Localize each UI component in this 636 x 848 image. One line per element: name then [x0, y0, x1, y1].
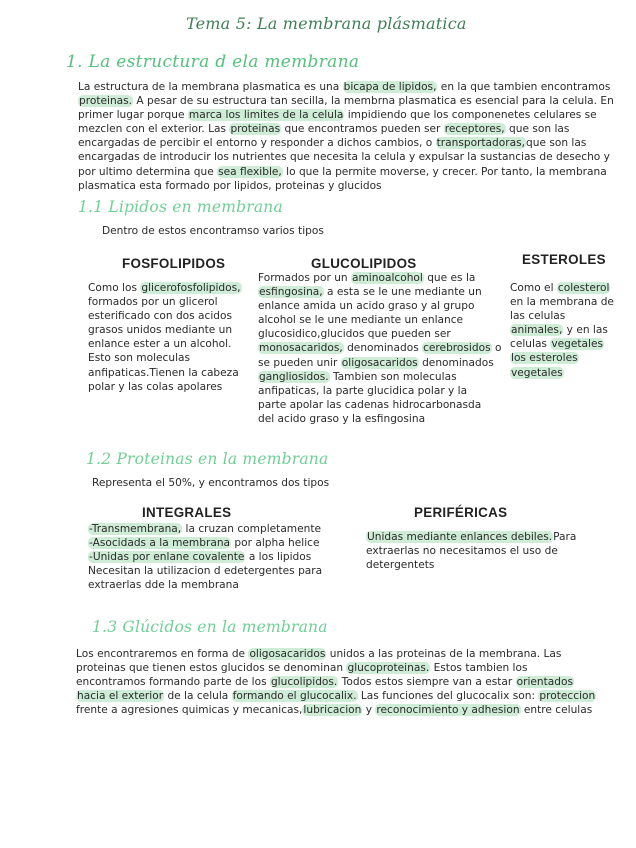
text-line	[510, 351, 632, 365]
text-line	[78, 122, 628, 136]
section-1-heading: 1. La estructura d ela membrana	[66, 52, 360, 72]
text-line	[76, 703, 631, 717]
text-line	[258, 384, 503, 398]
text-run: celulas	[510, 338, 551, 351]
highlighted-term: los esteroles	[511, 352, 578, 365]
text-run: alcohol se le une mediante un enlance	[258, 314, 464, 327]
text-run: en la membrana de	[510, 296, 614, 309]
highlighted-term: aminoalcohol	[352, 272, 423, 284]
highlighted-term: -Unidas por enlane covalente	[89, 551, 245, 564]
highlighted-term: glucolipidos.	[270, 676, 338, 689]
highlighted-term: -Transmembrana,	[89, 523, 182, 535]
highlighted-term: receptores,	[444, 123, 505, 136]
text-line	[258, 398, 503, 412]
text-line	[366, 558, 596, 572]
text-run: anfipaticas, la parte glucidica polar y la	[258, 384, 468, 397]
section-1-3-heading: 1.3 Glúcidos en la membrana	[92, 618, 328, 636]
text-run: Como los	[88, 282, 141, 294]
text-run: esterificado con dos acidos	[88, 310, 233, 323]
text-run: grasos unidos mediante un	[88, 324, 233, 337]
text-line	[510, 337, 632, 351]
text-line	[258, 313, 503, 327]
highlighted-term: proteinas.	[79, 95, 133, 108]
text-run: en la que tambien encontramos	[437, 81, 611, 93]
text-line	[78, 136, 628, 150]
esteroles-text	[510, 281, 632, 380]
text-run: por alpha helice	[231, 537, 320, 550]
highlighted-term: oligosacaridos	[341, 356, 418, 369]
text-line	[88, 550, 348, 564]
text-run: primer lugar porque	[78, 109, 188, 122]
text-line	[76, 661, 631, 675]
text-line	[258, 285, 503, 299]
perifericas-title: PERIFÉRICAS	[414, 505, 508, 520]
text-line	[258, 299, 503, 313]
text-run: glucosidico,glucidos que pueden ser	[258, 328, 451, 341]
esteroles-title: ESTEROLES	[522, 252, 606, 267]
glucolipidos-text	[258, 271, 503, 426]
text-run: Todos estos siempre van a estar	[338, 676, 516, 689]
text-line	[510, 295, 632, 309]
text-line	[78, 165, 628, 179]
text-run: a los lipidos	[245, 551, 312, 564]
text-run: que encontramos pueden ser	[281, 123, 444, 136]
text-run: entre celulas	[520, 704, 593, 717]
text-line	[258, 327, 503, 341]
highlighted-term: vegetales	[511, 366, 563, 379]
text-run: Esto son moleculas	[88, 352, 191, 365]
text-line	[78, 150, 628, 164]
text-run: encargadas de percibir el entorno y responder a dichos cambios, o	[78, 137, 436, 150]
highlighted-term: proteccion	[539, 690, 596, 703]
highlighted-term: -Asocidads a la membrana	[89, 537, 231, 550]
lipids-intro: Dentro de estos encontramso varios tipos	[102, 225, 324, 237]
perifericas-text	[366, 530, 596, 572]
text-run: Necesitan la utilizacion d edetergentes para	[88, 565, 323, 578]
text-run: mezclen con el exterior. Las	[78, 123, 230, 136]
text-line	[510, 309, 632, 323]
text-run: las celulas	[510, 310, 566, 323]
section-1-3-body	[76, 647, 631, 717]
highlighted-term: marca los limites de la celula	[188, 109, 344, 122]
text-run: La estructura de la membrana plasmatica es una	[78, 81, 343, 93]
text-line	[88, 578, 348, 592]
text-run: extraerlas no necesitamos el uso de	[366, 545, 558, 558]
text-line	[88, 295, 256, 309]
highlighted-term: vegetales	[551, 338, 603, 351]
highlighted-term: hacia el exterior	[77, 690, 164, 703]
text-line	[88, 366, 256, 380]
text-line	[88, 564, 348, 578]
text-run: proteinas que tienen estos glucidos se denominan	[76, 662, 347, 675]
text-run: detergentets	[366, 559, 435, 572]
highlighted-term: lubricacion	[303, 704, 362, 717]
highlighted-term: gangliosidos.	[259, 370, 329, 383]
text-run: que son las	[526, 137, 587, 150]
text-run: formados por un glicerol	[88, 296, 218, 309]
text-run: la cruzan completamente	[182, 523, 322, 535]
fosfolipidos-text	[88, 281, 256, 394]
fosfolipidos-title: FOSFOLIPIDOS	[122, 256, 226, 271]
highlighted-term: glucoproteinas.	[347, 662, 430, 675]
text-run: encontramos formando parte de los	[76, 676, 270, 689]
text-line	[88, 536, 348, 550]
text-line	[88, 309, 256, 323]
text-run: anfipaticas.Tienen la cabeza	[88, 366, 239, 379]
text-line	[258, 356, 503, 370]
text-line	[88, 351, 256, 365]
section-1-1-heading: 1.1 Lipidos en membrana	[78, 198, 283, 216]
text-run: enlance amida un acido graso y al grupo	[258, 300, 475, 313]
text-run: de la celula	[164, 690, 232, 703]
page-title: Tema 5: La membrana plásmatica	[186, 14, 467, 33]
text-line	[76, 647, 631, 661]
text-line	[76, 675, 631, 689]
text-run: y en las	[563, 324, 608, 337]
text-run: plasmatica esta formado por lipidos, proteinas y glucidos	[78, 179, 382, 192]
text-line	[510, 281, 632, 295]
section-1-body	[78, 80, 628, 193]
text-run: denominados	[418, 356, 494, 369]
text-line	[258, 271, 503, 285]
highlighted-term: oligosacaridos	[249, 648, 326, 660]
text-line	[88, 323, 256, 337]
text-line	[88, 380, 256, 394]
text-line	[88, 522, 348, 536]
text-run: y	[362, 704, 376, 717]
highlighted-term: bicapa de lipidos,	[343, 81, 437, 93]
text-run: enlance ester a un alcohol.	[88, 338, 232, 351]
highlighted-term: colesterol	[557, 282, 610, 294]
integrales-text	[88, 522, 348, 592]
text-run: Formados por un	[258, 272, 351, 284]
text-run: que es la	[423, 272, 476, 284]
text-run: frente a agresiones quimicas y mecanicas,	[76, 704, 303, 717]
text-line	[258, 412, 503, 426]
text-line	[366, 530, 596, 544]
text-run: Como el	[510, 282, 557, 294]
text-line	[76, 689, 631, 703]
highlighted-term: Unidas mediante enlances debiles.	[367, 531, 553, 543]
text-line	[78, 80, 628, 94]
text-run: Estos tambien los	[430, 662, 528, 675]
text-line	[78, 94, 628, 108]
text-run: unidos a las proteinas de la membrana. Las	[326, 648, 562, 660]
highlighted-term: monosacaridos,	[259, 342, 343, 355]
text-run: Para	[553, 531, 577, 543]
text-run: polar y las colas apolares	[88, 380, 223, 393]
text-run: parte apolar las cadenas hidrocarbonasda	[258, 398, 482, 411]
text-run: lo que la permite moverse, y crecer. Por tanto, la membrana	[282, 165, 607, 178]
text-line	[78, 108, 628, 122]
text-run: del acido graso y la esfingosina	[258, 412, 426, 425]
highlighted-term: animales,	[511, 324, 563, 337]
text-line	[366, 544, 596, 558]
proteins-intro: Representa el 50%, y encontramos dos tipos	[92, 477, 330, 489]
highlighted-term: formando el glucocalix.	[232, 690, 357, 703]
highlighted-term: orientados	[516, 676, 573, 689]
highlighted-term: glicerofosfolipidos,	[141, 282, 241, 294]
text-run: impidiendo que los componenetes celulares se	[344, 109, 597, 122]
text-run: extraerlas dde la membrana	[88, 579, 239, 592]
text-run: A pesar de su estructura tan secilla, la membrna plasmatica es esencial para la celula. En	[133, 95, 614, 108]
text-run: Las funciones del glucocalix son:	[357, 690, 539, 703]
text-line	[510, 366, 632, 380]
section-1-2-heading: 1.2 Proteinas en la membrana	[86, 450, 329, 468]
highlighted-term: sea flexible,	[218, 165, 282, 178]
text-run: denominados	[343, 342, 423, 355]
text-run: a esta se le une mediante un	[323, 286, 482, 299]
text-line	[78, 179, 628, 193]
text-line	[510, 323, 632, 337]
text-run: encargadas de introducir los nutrientes que necesita la celula y expulsar la sustancias de desecho y	[78, 151, 610, 164]
text-run: Los encontraremos en forma de	[76, 648, 249, 660]
glucolipidos-title: GLUCOLIPIDOS	[311, 256, 417, 271]
highlighted-term: transportadoras,	[436, 137, 525, 150]
text-line	[88, 337, 256, 351]
text-run: por ultimo determina que	[78, 165, 218, 178]
text-run: se pueden unir	[258, 356, 341, 369]
highlighted-term: esfingosina,	[259, 286, 323, 299]
text-line	[88, 281, 256, 295]
highlighted-term: reconocimiento y adhesion	[376, 704, 520, 717]
text-run: que son las	[505, 123, 570, 136]
text-run: Tambien son moleculas	[329, 370, 457, 383]
text-line	[258, 370, 503, 384]
text-run: o	[491, 342, 502, 355]
highlighted-term: proteinas	[230, 123, 281, 136]
integrales-title: INTEGRALES	[142, 505, 232, 520]
text-line	[258, 341, 503, 355]
highlighted-term: cerebrosidos	[423, 342, 491, 355]
